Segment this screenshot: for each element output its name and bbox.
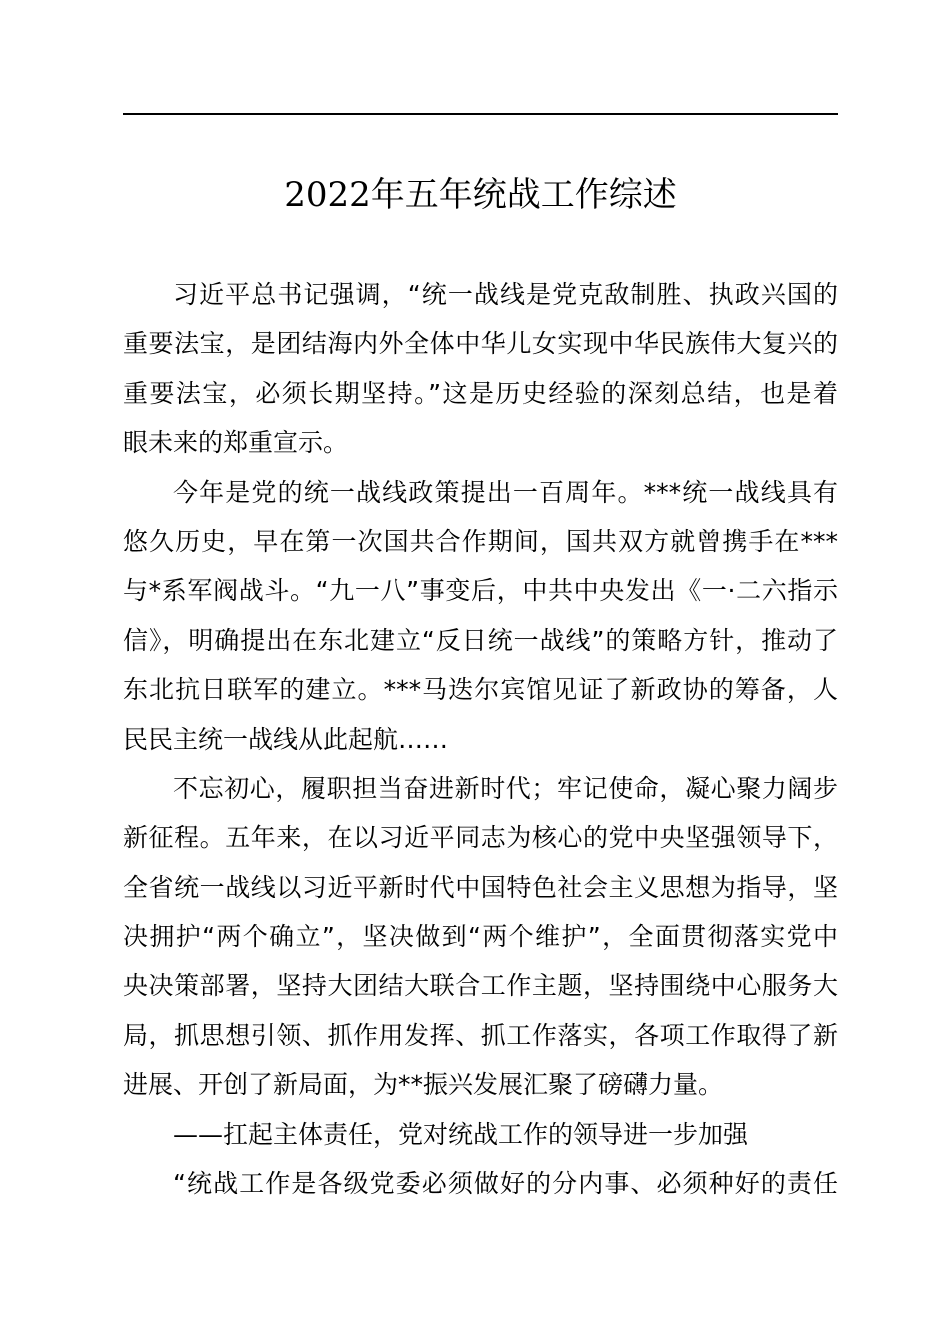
body-line: 悠久历史，早在第一次国共合作期间，国共双方就曾携手在*** [123,526,838,556]
body-line: 今年是党的统一战线政策提出一百周年。***统一战线具有 [173,477,838,507]
body-line: 重要法宝，是团结海内外全体中华儿女实现中华民族伟大复兴的 [123,329,838,359]
section-heading: ——扛起主体责任，党对统战工作的领导进一步加强 [173,1119,749,1149]
body-line: 东北抗日联军的建立。***马迭尔宾馆见证了新政协的筹备，人 [123,675,838,705]
body-line: “统战工作是各级党委必须做好的分内事、必须种好的责任 [173,1169,838,1199]
document-title: 2022年五年统战工作综述 [284,175,677,215]
body-line: 全省统一战线以习近平新时代中国特色社会主义思想为指导，坚 [123,872,838,902]
body-line: 不忘初心，履职担当奋进新时代；牢记使命，凝心聚力阔步 [173,773,838,803]
body-line: 重要法宝，必须长期坚持。”这是历史经验的深刻总结，也是着 [123,378,838,408]
body-line: 新征程。五年来，在以习近平同志为核心的党中央坚强领导下， [123,823,838,853]
body-line: 与*系军阀战斗。“九一八”事变后，中共中央发出《一·二六指示 [123,576,838,606]
body-line: 进展、开创了新局面，为**振兴发展汇聚了磅礴力量。 [123,1070,724,1100]
document-body [123,270,838,1208]
body-line: 信》，明确提出在东北建立“反日统一战线”的策略方针，推动了 [123,625,838,655]
body-line: 眼未来的郑重宣示。 [123,428,349,458]
body-line: 习近平总书记强调，“统一战线是党克敌制胜、执政兴国的 [173,280,838,309]
body-line: 央决策部署，坚持大团结大联合工作主题，坚持围绕中心服务大 [123,971,838,1001]
body-line: 民民主统一战线从此起航…… [123,724,449,754]
header-rule [123,113,838,115]
body-line: 决拥护“两个确立”，坚决做到“两个维护”，全面贯彻落实党中 [123,922,838,952]
body-line: 局，抓思想引领、抓作用发挥、抓工作落实，各项工作取得了新 [123,1020,838,1050]
